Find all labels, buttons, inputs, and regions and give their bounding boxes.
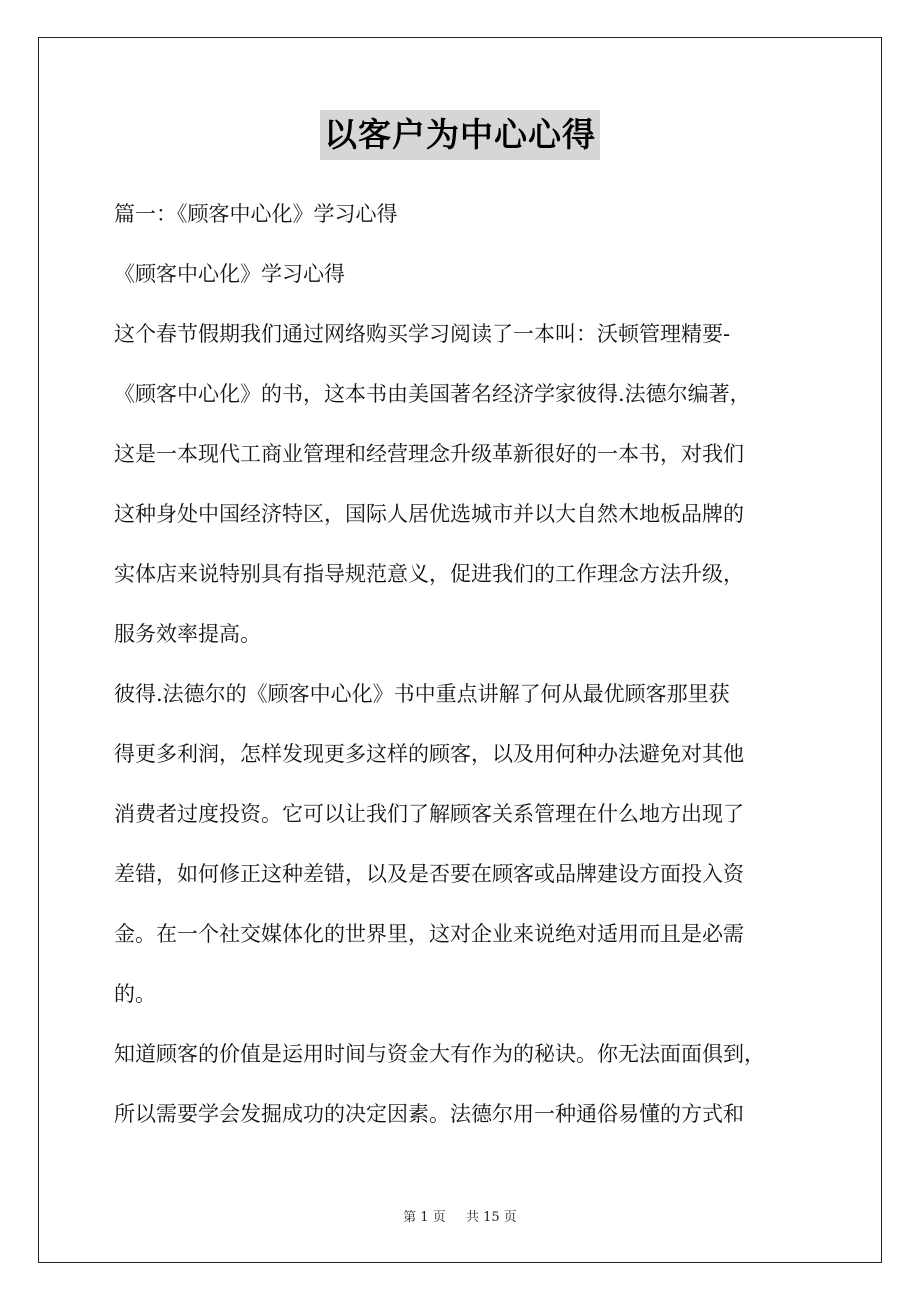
page-footer bbox=[0, 1206, 920, 1225]
document-title: 以客户为中心心得 bbox=[320, 110, 600, 160]
text-line-4: 《顾客中心化》的书，这本书由美国著名经济学家彼得.法德尔编著， bbox=[114, 382, 751, 406]
text-line-5: 这是一本现代工商业管理和经营理念升级革新很好的一本书，对我们 bbox=[114, 442, 744, 466]
text-line-15: 知道顾客的价值是运用时间与资金大有作为的秘诀。你无法面面俱到， bbox=[114, 1042, 765, 1066]
text-line-16: 所以需要学会发掘成功的决定因素。法德尔用一种通俗易懂的方式和 bbox=[114, 1102, 744, 1126]
text-line-1: 篇一：《顾客中心化》学习心得 bbox=[114, 202, 398, 226]
text-line-10: 得更多利润，怎样发现更多这样的顾客，以及用何种办法避免对其他 bbox=[114, 742, 744, 766]
text-line-12: 差错，如何修正这种差错，以及是否要在顾客或品牌建设方面投入资 bbox=[114, 862, 744, 886]
text-line-6: 这种身处中国经济特区，国际人居优选城市并以大自然木地板品牌的 bbox=[114, 502, 744, 526]
text-line-3: 这个春节假期我们通过网络购买学习阅读了一本叫：沃顿管理精要- bbox=[114, 322, 731, 346]
text-line-11: 消费者过度投资。它可以让我们了解顾客关系管理在什么地方出现了 bbox=[114, 802, 744, 826]
page-number: 第 1 页 bbox=[403, 1210, 446, 1225]
text-line-9: 彼得.法德尔的《顾客中心化》书中重点讲解了何从最优顾客那里获 bbox=[114, 682, 730, 706]
text-line-13: 金。在一个社交媒体化的世界里，这对企业来说绝对适用而且是必需 bbox=[114, 922, 744, 946]
title-area bbox=[0, 110, 920, 160]
text-line-2: 《顾客中心化》学习心得 bbox=[114, 262, 345, 286]
page-total: 共 15 页 bbox=[466, 1210, 517, 1225]
text-line-8: 服务效率提高。 bbox=[114, 622, 261, 646]
text-line-14: 的。 bbox=[114, 982, 156, 1006]
text-line-7: 实体店来说特别具有指导规范意义，促进我们的工作理念方法升级， bbox=[114, 562, 744, 586]
